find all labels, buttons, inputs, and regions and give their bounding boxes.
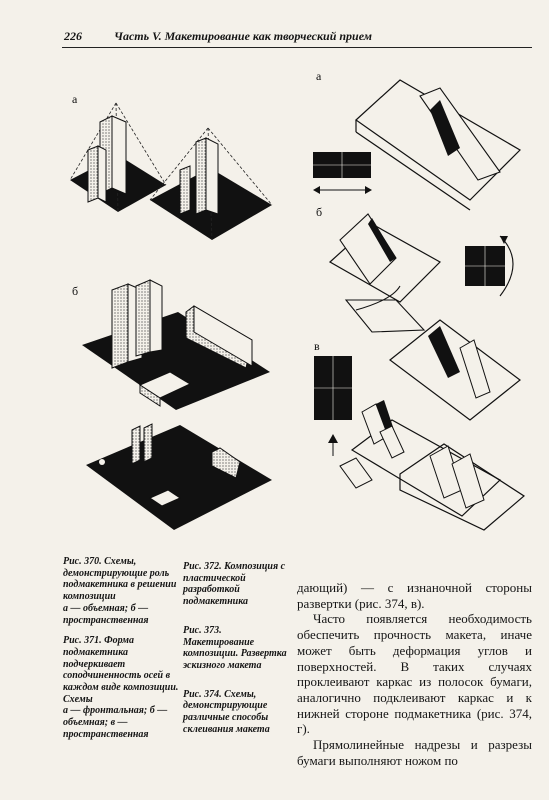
body-paragraph: Прямолинейные надрезы и разрезы бумаги выполняют ножом по — [297, 737, 532, 768]
fig374-letter-a: а — [316, 69, 322, 83]
fig370a-left-diagram — [70, 103, 166, 212]
body-text-column — [297, 580, 532, 768]
chapter-title: Часть V. Макетирование как творческий прием — [114, 29, 372, 43]
captions-middle-column — [183, 561, 291, 752]
caption-fig371 — [63, 635, 181, 740]
body-paragraph: Часто появляется необходимость обеспечить прочность макета, иначе может быть деформация углов и поверхностей. В таких случаях проклеивают каркас из полосок бумаги, аналогично подклеивают каркас и к нижней стороне подмакетника (рис. 374, г). — [297, 611, 532, 737]
fig370-letter-b: б — [72, 284, 79, 298]
page-number: 226 — [64, 29, 82, 43]
caption-fig370 — [63, 556, 181, 626]
fig370-letter-a: а — [72, 92, 78, 106]
caption-text: а — объемная; б — пространственная — [63, 602, 149, 626]
fig374b-diagram — [330, 214, 513, 332]
caption-fig372: Рис. 372. Композиция с пластической разработкой подмакетника — [183, 561, 286, 608]
body-paragraph: дающий) — с изнаночной стороны развертки (рис. 374, в). — [297, 580, 532, 611]
caption-text: Рис. 371. Форма подмакетника подчеркивает соподчиненность осей в каждом виде композиции. Схемы — [63, 635, 179, 705]
caption-text: Рис. 370. Схемы, демонстрирующие роль подмакетника в решении композиции — [63, 556, 177, 603]
fig370b-lower-plate — [86, 424, 272, 530]
fig370a-right-diagram — [150, 128, 272, 240]
fig370b-upper-plate — [82, 280, 270, 410]
fig374-letter-v: в — [314, 339, 320, 353]
caption-fig373: Рис. 373. Макетирование композиции. Развертка эскизного макета — [183, 624, 287, 671]
fig374v-diagram — [314, 320, 524, 530]
fig374a-diagram — [313, 80, 520, 210]
fig374-letter-b: б — [316, 205, 323, 219]
captions-left-column — [63, 556, 181, 750]
caption-text: а — фронтальная; б — объемная; в — пространственная — [63, 705, 168, 740]
caption-fig374: Рис. 374. Схемы, демонстрирующие различные способы склеивания макета — [183, 688, 270, 735]
